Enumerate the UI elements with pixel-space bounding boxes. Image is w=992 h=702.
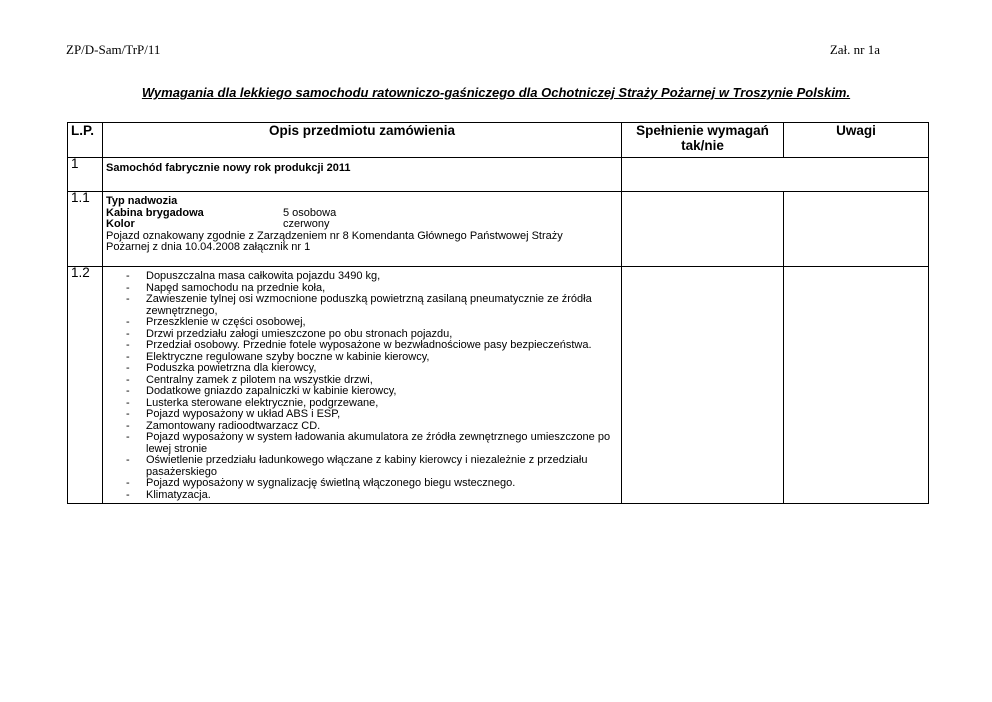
color-value: czerwony	[283, 218, 330, 230]
list-item: - Lusterka sterowane elektrycznie, podgrzewane,	[106, 398, 618, 410]
list-item: - Pojazd wyposażony w system ładowania akumulatora ze źródła zewnętrznego umieszczone po lewej stronie	[106, 432, 618, 455]
remarks-cell	[784, 267, 929, 504]
document-title: Wymagania dla lekkiego samochodu ratowniczo-gaśniczego dla Ochotniczej Straży Pożarnej w Troszynie Polskim.	[141, 85, 851, 100]
compliance-header-line1: Spełnienie wymagań	[636, 123, 769, 138]
row-number: 1.1	[68, 192, 103, 267]
column-header-remarks: Uwagi	[784, 123, 929, 158]
row-number: 1.2	[68, 267, 103, 504]
list-item: - Poduszka powietrzna dla kierowcy,	[106, 363, 618, 375]
marking-text-line2: Pożarnej z dnia 10.04.2008 załącznik nr 1	[106, 241, 311, 253]
compliance-cell	[622, 192, 784, 267]
cab-spec	[106, 208, 618, 220]
column-header-compliance	[622, 123, 784, 158]
compliance-cell	[622, 267, 784, 504]
table-header-row	[68, 123, 929, 158]
table-row	[68, 267, 929, 504]
row-description: Samochód fabrycznie nowy rok produkcji 2011	[103, 158, 622, 192]
list-item: - Przeszklenie w części osobowej,	[106, 317, 618, 329]
row-description	[103, 267, 622, 504]
body-type-heading: Typ nadwozia	[106, 195, 178, 207]
column-header-description: Opis przedmiotu zamówienia	[103, 123, 622, 158]
remarks-cell	[784, 192, 929, 267]
row-number: 1	[68, 158, 103, 192]
list-item: - Elektryczne regulowane szyby boczne w kabinie kierowcy,	[106, 352, 618, 364]
list-item: - Pojazd wyposażony w układ ABS i ESP,	[106, 409, 618, 421]
attachment-number: Zał. nr 1a	[829, 42, 880, 57]
document-reference: ZP/D-Sam/TrP/11	[66, 42, 161, 57]
list-item: - Zawieszenie tylnej osi wzmocnione poduszką powietrzną zasilaną pneumatycznie ze źródła zewnętrznego,	[106, 294, 618, 317]
list-item: - Zamontowany radioodtwarzacz CD.	[106, 421, 618, 433]
marking-text-line1: Pojazd oznakowany zgodnie z Zarządzeniem nr 8 Komendanta Głównego Państwowej Straży	[106, 229, 563, 242]
compliance-merged-cell	[622, 158, 929, 192]
list-item: - Dodatkowe gniazdo zapalniczki w kabinie kierowcy,	[106, 386, 618, 398]
list-item: - Klimatyzacja.	[106, 490, 618, 502]
list-item: - Drzwi przedziału załogi umieszczone po obu stronach pojazdu,	[106, 329, 618, 341]
row-description	[103, 192, 622, 267]
table-row	[68, 158, 929, 192]
requirements-list	[106, 271, 618, 501]
color-spec	[106, 219, 618, 231]
list-item: - Centralny zamek z pilotem na wszystkie drzwi,	[106, 375, 618, 387]
cab-value: 5 osobowa	[283, 206, 337, 219]
table-row	[68, 192, 929, 267]
list-item: - Przedział osobowy. Przednie fotele wyposażone w bezwładnościowe pasy bezpieczeństwa.	[106, 340, 618, 352]
requirements-table	[67, 122, 929, 504]
list-item: - Dopuszczalna masa całkowita pojazdu 3490 kg,	[106, 271, 618, 283]
list-item: - Pojazd wyposażony w sygnalizację świetlną włączonego biegu wstecznego.	[106, 478, 618, 490]
column-header-lp: L.P.	[68, 123, 103, 158]
color-label: Kolor	[106, 218, 135, 230]
list-item: - Oświetlenie przedziału ładunkowego włączane z kabiny kierowcy i niezależnie z przedziału pasażerskiego	[106, 455, 618, 478]
cab-label: Kabina brygadowa	[106, 206, 204, 219]
list-item: - Napęd samochodu na przednie koła,	[106, 283, 618, 295]
compliance-header-line2: tak/nie	[681, 138, 724, 153]
